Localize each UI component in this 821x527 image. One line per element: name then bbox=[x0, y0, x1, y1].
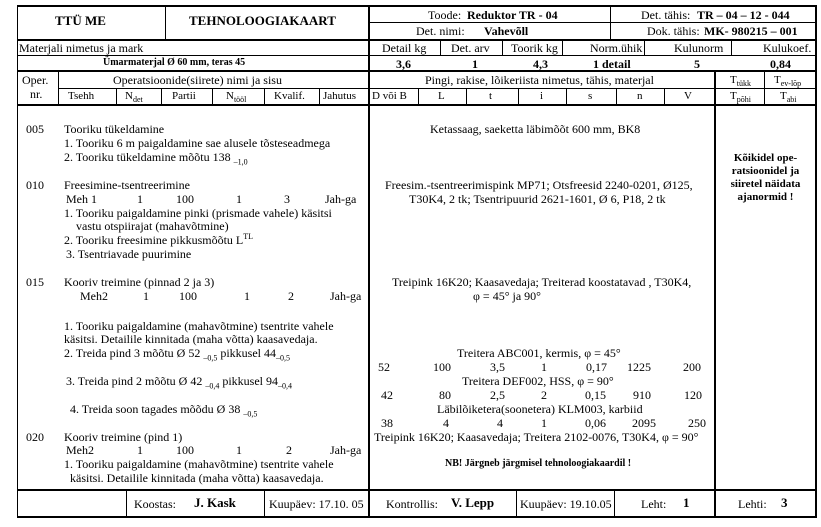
op-010-tsehh: Meh 1 bbox=[66, 192, 97, 206]
material-val-detail-kg: 3,6 bbox=[396, 57, 411, 71]
sub-col-jahutus: Jahutus bbox=[323, 90, 356, 102]
frame-bottom bbox=[17, 516, 817, 518]
footer-col-4 bbox=[516, 489, 517, 518]
sub-col-9 bbox=[566, 88, 567, 105]
sub-col-tsehh: Tsehh bbox=[68, 90, 95, 102]
det-tahis-label: Det. tähis: bbox=[641, 8, 691, 22]
side-note-line-3: siiretel näidata bbox=[730, 178, 801, 190]
op-010-kvalif: 3 bbox=[284, 192, 290, 206]
lehti-label: Lehti: bbox=[738, 497, 767, 511]
op-010-nr: 010 bbox=[26, 178, 44, 192]
op-010-step-1: 1. Tooriku paigaldamine pinki (prismade vahele) käsitsi bbox=[64, 206, 332, 220]
op-020-step-1b: käsitsi. Detailile kinnitada (maha võtta) kaasavedaja. bbox=[70, 471, 324, 485]
op-015-nr: 015 bbox=[26, 275, 44, 289]
op-015-a-n: 1225 bbox=[627, 360, 651, 374]
side-note-line-4: ajanormid ! bbox=[737, 191, 794, 203]
op-015-b-s: 0,15 bbox=[585, 388, 606, 402]
toode-value: Reduktor TR - 04 bbox=[467, 8, 558, 22]
footer-top-line bbox=[17, 489, 817, 491]
footer-col-6 bbox=[714, 489, 716, 518]
col-tools-times bbox=[714, 72, 716, 490]
dok-tahis-label: Dok. tähis: bbox=[647, 24, 700, 38]
t-abi-header: $T_{abi}$ bbox=[780, 90, 797, 105]
op-005-title: Tooriku tükeldamine bbox=[64, 122, 165, 136]
op-015-b-l: 80 bbox=[439, 388, 451, 402]
material-col-kulukoef: Kulukoef. bbox=[763, 41, 812, 55]
op-005-tool: Ketassaag, saeketta läbimõõt 600 mm, BK8 bbox=[430, 122, 641, 136]
op-015-b-v: 120 bbox=[684, 388, 702, 402]
kuupaev-2: Kuupäev: 19.10.05 bbox=[520, 497, 612, 511]
sub-col-ntool: $N_{tööl}$ bbox=[226, 90, 247, 105]
dok-tahis-value: MK- 980215 – 001 bbox=[704, 24, 798, 38]
op-015-a-v: 200 bbox=[683, 360, 701, 374]
frame-top bbox=[17, 5, 817, 7]
op-015-b-t: 2,5 bbox=[490, 388, 505, 402]
sub-col-v: V bbox=[684, 90, 692, 102]
op-010-tool-1: Freesim.-tsentreerimispink MP71; Otsfreesid 2240-0201, Ø125, bbox=[385, 178, 693, 192]
col-oper bbox=[58, 72, 59, 105]
material-col-detail-kg: Detail kg bbox=[382, 41, 427, 55]
oper-nr-label-2: nr. bbox=[30, 87, 43, 101]
op-015-step-1: 1. Tooriku paigaldamine (mahavõtmine) tsentrite vahele bbox=[64, 319, 334, 333]
op-015-title: Kooriv treimine (pinnad 2 ja 3) bbox=[64, 275, 215, 289]
op-015-c-s: 0,06 bbox=[585, 416, 606, 430]
sub-col-3 bbox=[212, 88, 213, 105]
op-015-tool-a: Treitera ABC001, kermis, φ = 45° bbox=[457, 346, 621, 360]
op-010-tool-2: T30K4, 2 tk; Tsentripuurid 2621-1601, Ø 6, P18, 2 tk bbox=[409, 192, 666, 206]
header-mid-line bbox=[368, 22, 816, 23]
material-value: Ümarmaterjal Ø 60 mm, teras 45 bbox=[103, 57, 246, 68]
material-val-det-arv: 1 bbox=[472, 57, 478, 71]
op-015-step-2: 2. Treida pind 3 mõõtu Ø 52 $_{-0,5}$ pikkusel $44_{-0,5}$ bbox=[64, 346, 291, 363]
material-col-5 bbox=[731, 39, 732, 56]
op-015-step-3: 3. Treida pind 2 mõõtu Ø 42 $_{-0,4}$ pikkusel $94_{-0,4}$ bbox=[66, 374, 293, 391]
kontrollis-value: V. Lepp bbox=[451, 495, 495, 510]
op-015-c-t: 4 bbox=[497, 416, 503, 430]
material-col-4 bbox=[644, 39, 645, 56]
op-010-ndet: 1 bbox=[137, 192, 143, 206]
sub-col-4 bbox=[264, 88, 265, 105]
op-015-tool-c: Läbilõiketera(soonetera) KLM003, karbiid bbox=[437, 402, 643, 416]
material-line bbox=[17, 55, 368, 56]
footer-col-2 bbox=[264, 489, 265, 518]
t-pohi-header: $T_{põhi}$ bbox=[730, 90, 751, 105]
sub-col-l: L bbox=[438, 90, 445, 102]
op-005-step-1: 1. Tooriku 6 m paigaldamine sae alusele tõsteseadmega bbox=[64, 136, 331, 150]
op-015-step-1b: käsitsi. Detailile kinnitada (maha võtta) kaasavedaja. bbox=[64, 332, 318, 346]
op-015-a-d: 52 bbox=[378, 360, 390, 374]
op-020-ndet: 1 bbox=[137, 443, 143, 457]
material-val-toorik-kg: 4,3 bbox=[533, 57, 548, 71]
sub-col-8 bbox=[518, 88, 519, 105]
side-note-line-1: Kõikidel ope- bbox=[733, 152, 798, 164]
sub-col-5 bbox=[319, 88, 320, 105]
op-015-a-l: 100 bbox=[433, 360, 451, 374]
op-020-partii: 100 bbox=[176, 443, 194, 457]
op-015-b-i: 2 bbox=[541, 388, 547, 402]
op-015-tool-1: Treipink 16K20; Kaasavedaja; Treiterad koostatavad , T30K4, bbox=[392, 275, 692, 289]
frame-left bbox=[17, 5, 18, 518]
material-mid-line bbox=[368, 55, 816, 56]
op-015-a-i: 1 bbox=[541, 360, 547, 374]
op-010-ntool: 1 bbox=[236, 192, 242, 206]
sub-col-partii: Partii bbox=[172, 90, 196, 102]
colhead-bottom-line bbox=[17, 104, 817, 106]
op-015-b-d: 42 bbox=[381, 388, 393, 402]
sub-col-s: s bbox=[588, 90, 593, 102]
op-010-title: Freesimine-tsentreerimine bbox=[64, 178, 190, 192]
material-val-norm: 1 detail bbox=[593, 57, 631, 71]
op-020-step-1: 1. Tooriku paigaldamine (mahavõtmine) tsentrite vahele bbox=[64, 457, 334, 471]
t-ev-lop-header: $T_{ev-lõp}$ bbox=[774, 74, 802, 89]
koostas-label: Koostas: bbox=[134, 497, 176, 511]
op-015-a-t: 3,5 bbox=[490, 360, 505, 374]
op-015-kvalif: 2 bbox=[288, 289, 294, 303]
leht-value: 1 bbox=[683, 495, 690, 510]
det-tahis-value: TR – 04 – 12 - 044 bbox=[697, 8, 790, 22]
school-name: TTÜ ME bbox=[55, 13, 106, 28]
footer-col-1 bbox=[126, 489, 127, 518]
material-col-det-arv: Det. arv bbox=[451, 41, 490, 55]
op-010-step-3: 3. Tsentriavade puurimine bbox=[66, 247, 192, 261]
tools-col-title: Pingi, rakise, lõikeriista nimetus, tähis, materjal bbox=[425, 73, 654, 87]
op-020-tool: Treipink 16K20; Kaasavedaja; Treitera 2102-0076, T30K4, φ = 90° bbox=[374, 430, 699, 444]
op-015-ndet: 1 bbox=[143, 289, 149, 303]
sub-col-kvalif: Kvalif. bbox=[274, 90, 305, 102]
op-015-a-s: 0,17 bbox=[586, 360, 607, 374]
op-015-c-v: 250 bbox=[688, 416, 706, 430]
op-020-tsehh: Meh2 bbox=[66, 443, 94, 457]
material-col-norm: Norm.ühik bbox=[590, 41, 643, 55]
op-020-kvalif: 2 bbox=[286, 443, 292, 457]
op-015-tool-2: φ = 45° ja 90° bbox=[473, 289, 541, 303]
sub-col-i: i bbox=[540, 90, 544, 102]
op-010-jahutus: Jah-ga bbox=[325, 192, 357, 206]
material-col-kulunorm: Kulunorm bbox=[674, 41, 724, 55]
footer-col-3 bbox=[368, 489, 370, 518]
kuupaev-1: Kuupäev: 17.10. 05 bbox=[269, 497, 364, 511]
op-010-step-1b: vastu otspiirajat (mahavõtmine) bbox=[76, 219, 229, 233]
sub-col-d: D või B bbox=[372, 90, 407, 102]
material-col-toorik-kg: Toorik kg bbox=[511, 41, 558, 55]
op-015-tool-b: Treitera DEF002, HSS, φ = 90° bbox=[462, 374, 614, 388]
sub-col-2 bbox=[161, 88, 162, 105]
op-005-nr: 005 bbox=[26, 122, 44, 136]
op-015-tsehh: Meh2 bbox=[80, 289, 108, 303]
toode-label: Toode: bbox=[428, 8, 462, 22]
sub-col-10 bbox=[616, 88, 617, 105]
col-ops-tools bbox=[368, 72, 370, 490]
sub-col-11 bbox=[664, 88, 665, 105]
sub-col-1 bbox=[116, 88, 117, 105]
op-015-b-n: 910 bbox=[633, 388, 651, 402]
sub-col-6 bbox=[418, 88, 419, 105]
op-010-partii: 100 bbox=[176, 192, 194, 206]
sub-col-t: t bbox=[489, 90, 493, 102]
material-col-2 bbox=[502, 39, 503, 56]
frame-right bbox=[815, 5, 817, 518]
t-tukk-header: $T_{tükk}$ bbox=[730, 74, 751, 89]
op-015-c-i: 1 bbox=[541, 416, 547, 430]
op-020-title: Kooriv treimine (pind 1) bbox=[64, 430, 183, 444]
header-divider-2 bbox=[165, 5, 166, 39]
kontrollis-label: Kontrollis: bbox=[386, 497, 439, 511]
material-val-kulunorm: 5 bbox=[694, 57, 700, 71]
colhead-mid-line bbox=[58, 88, 815, 89]
op-020-note: NB! Järgneb järgmisel tehnoloogiakaardil ! bbox=[445, 458, 632, 469]
op-020-nr: 020 bbox=[26, 430, 44, 444]
det-nimi-value: Vahevõll bbox=[484, 24, 529, 38]
sub-col-n: n bbox=[637, 90, 643, 102]
sub-col-7 bbox=[466, 88, 467, 105]
oper-nr-label-1: Oper. bbox=[22, 73, 49, 87]
op-015-c-l: 4 bbox=[443, 416, 449, 430]
op-020-jahutus: Jah-ga bbox=[330, 443, 362, 457]
leht-label: Leht: bbox=[641, 497, 667, 511]
material-col-3 bbox=[562, 39, 563, 56]
op-015-c-d: 38 bbox=[381, 416, 393, 430]
col-times-split bbox=[764, 72, 765, 105]
ops-col-title: Operatsioonide(siirete) nimi ja sisu bbox=[113, 73, 282, 87]
doc-title: TEHNOLOOGIAKAART bbox=[189, 13, 336, 28]
side-note-line-2: ratsioonidel ja bbox=[731, 165, 800, 177]
op-015-c-n: 2095 bbox=[632, 416, 656, 430]
op-015-ntool: 1 bbox=[244, 289, 250, 303]
op-020-ntool: 1 bbox=[236, 443, 242, 457]
op-015-partii: 100 bbox=[179, 289, 197, 303]
op-015-step-4: 4. Treida soon tagades mõõdu Ø 38 $_{-0,5}$ bbox=[70, 402, 258, 419]
koostas-value: J. Kask bbox=[194, 495, 236, 510]
sub-col-ndet: $N_{det}$ bbox=[125, 90, 143, 105]
op-005-step-2: 2. Tooriku tükeldamine mõõtu 138 $_{-1,0}$ bbox=[64, 150, 248, 167]
op-015-jahutus: Jah-ga bbox=[330, 289, 362, 303]
material-col-1 bbox=[440, 39, 441, 56]
op-010-step-2: 2. Tooriku freesimine pikkusmõõtu $L^{TL}$ bbox=[64, 232, 254, 247]
material-label: Materjali nimetus ja mark bbox=[19, 41, 144, 55]
material-val-kulukoef: 0,84 bbox=[770, 57, 791, 71]
lehti-value: 3 bbox=[781, 495, 788, 510]
det-nimi-label: Det. nimi: bbox=[416, 24, 465, 38]
footer-col-5 bbox=[614, 489, 615, 518]
